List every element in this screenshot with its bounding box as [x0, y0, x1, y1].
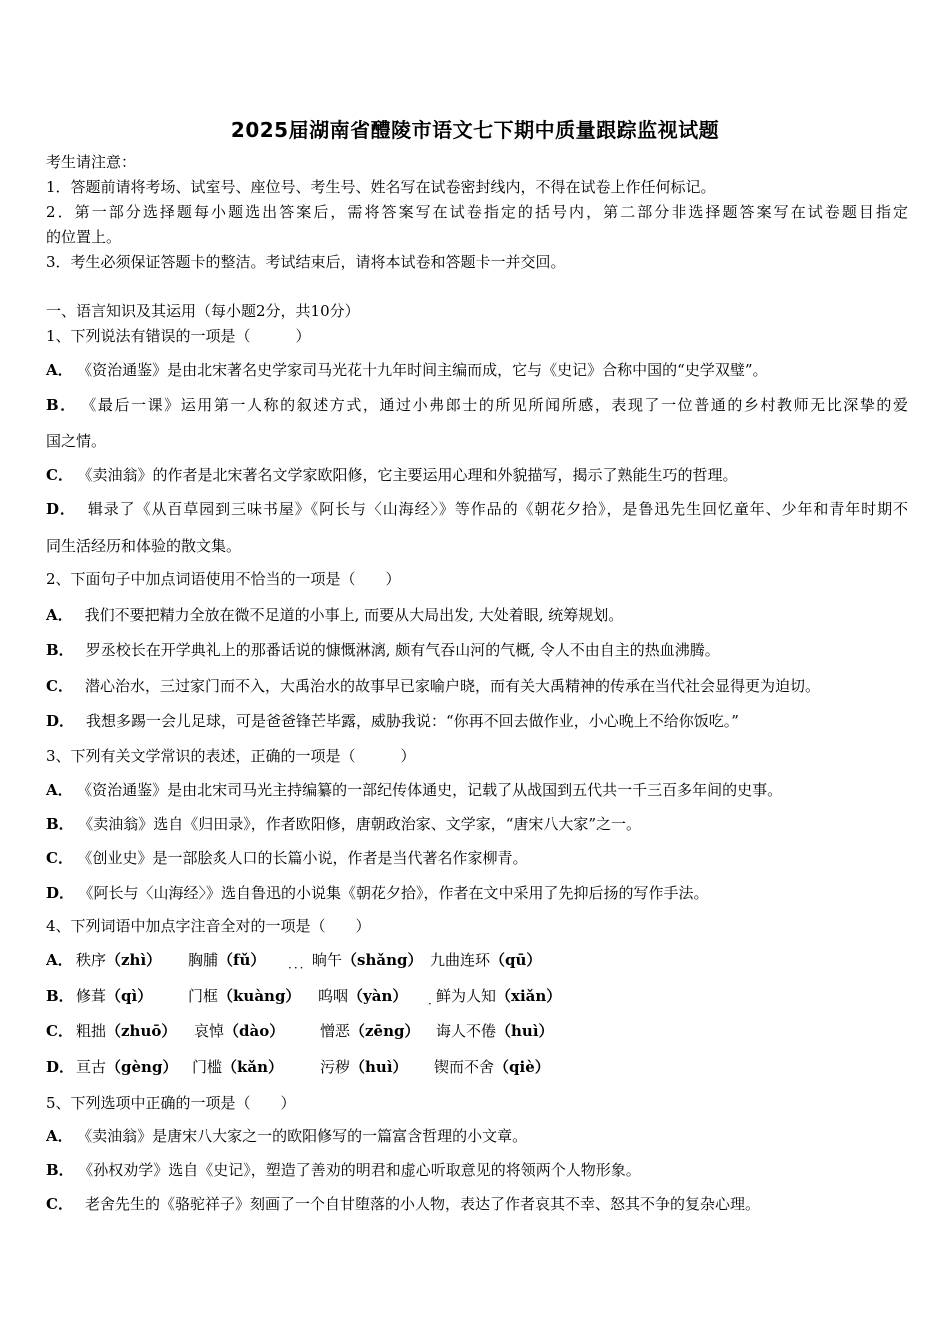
option-text: 《卖油翁》是唐宋八大家之一的欧阳修写的一篇富含哲理的小文章。 — [84, 1127, 528, 1145]
notice-item-2-cont: 的位置上。 — [46, 228, 122, 246]
question-3-option-a — [46, 781, 782, 799]
pinyin-item: 憎恶（zēng） — [320, 1022, 420, 1040]
option-key: C． — [46, 677, 73, 695]
pinyin-item: 胸脯（fǔ） — [188, 951, 266, 969]
option-text: 《资治通鉴》是由北宋司马光主持编纂的一部纪传体通史，记载了从战国到五代共一千三百多年间的史事。 — [84, 781, 783, 799]
option-key: B． — [46, 815, 74, 833]
option-text: 《卖油翁》的作者是北宋著名文学家欧阳修，它主要运用心理和外貌描写，揭示了熟能生巧的哲理。 — [84, 466, 738, 484]
question-1-option-b-cont: 国之情。 — [46, 432, 107, 450]
option-text: 老舍先生的《骆驼祥子》刻画了一个自甘堕落的小人物，表达了作者哀其不幸、怒其不争的复杂心理。 — [84, 1195, 760, 1213]
emphasis-dots: ··· — [288, 961, 306, 975]
question-2-stem: 2、下面句子中加点词语使用不恰当的一项是（ ） — [46, 570, 401, 588]
option-key: B． — [46, 1161, 74, 1179]
pinyin-item: 诲人不倦（huì） — [436, 1022, 554, 1040]
pinyin-item: 污秽（huì） — [320, 1058, 408, 1076]
option-key: C． — [46, 1195, 73, 1213]
option-text: 《创业史》是一部脍炙人口的长篇小说，作者是当代著名作家柳青。 — [84, 849, 528, 867]
pinyin-item: 亘古（gèng） — [76, 1058, 178, 1076]
pinyin-row-c-key: C． — [46, 1022, 73, 1040]
option-key: A． — [46, 781, 73, 799]
question-5-option-b — [46, 1161, 641, 1179]
pinyin-item: 九曲连环（qū） — [430, 951, 542, 969]
option-text: 潜心治水，三过家门而不入，大禹治水的故事早已家喻户晓，而有关大禹精神的传承在当代社会显得更为迫切。 — [84, 677, 820, 695]
option-text: 《最后一课》运用第一人称的叙述方式，通过小弗郎士的所见所闻所感，表现了一位普通的乡村教师无比深挚的爱 — [88, 396, 908, 414]
option-key: C． — [46, 466, 73, 484]
option-text: 《阿长与〈山海经〉》选自鲁迅的小说集《朝花夕拾》，作者在文中采用了先抑后扬的写作手法。 — [86, 884, 709, 902]
pinyin-row-d-key: D． — [46, 1058, 75, 1076]
option-key: B． — [46, 396, 77, 414]
option-key: B． — [46, 641, 74, 659]
question-3-stem: 3、下列有关文学常识的表述，正确的一项是（ ） — [46, 747, 416, 765]
question-4-stem: 4、下列词语中加点字注音全对的一项是（ ） — [46, 917, 371, 935]
question-5-stem: 5、下列选项中正确的一项是（ ） — [46, 1094, 296, 1112]
option-key: D． — [46, 884, 75, 902]
option-key: A． — [46, 606, 73, 624]
option-key: A． — [46, 1127, 73, 1145]
pinyin-item: 鲜为人知（xiǎn） — [436, 987, 562, 1005]
option-key: C． — [46, 849, 73, 867]
option-key: D． — [46, 500, 76, 518]
question-3-option-d — [46, 884, 709, 902]
pinyin-item: 晌午（shǎng） — [312, 951, 423, 969]
pinyin-item: 修葺（qì） — [76, 987, 153, 1005]
question-2-option-a — [46, 606, 623, 624]
notice-item-1: 1．答题前请将考场、试室号、座位号、考生号、姓名写在试卷密封线内，不得在试卷上作任何标记。 — [46, 178, 716, 196]
option-text: 《卖油翁》选自《归田录》，作者欧阳修，唐朝政治家、文学家，“唐宋八大家”之一。 — [85, 815, 642, 833]
option-key: A． — [46, 361, 73, 379]
question-5-option-c — [46, 1195, 760, 1213]
option-text: 《孙权劝学》选自《史记》，塑造了善劝的明君和虚心听取意见的将领两个人物形象。 — [85, 1161, 641, 1179]
section-heading: 一、语言知识及其运用（每小题2分，共10分） — [46, 302, 360, 320]
pinyin-item: 门框（kuàng） — [188, 987, 301, 1005]
option-text: 我想多踢一会儿足球，可是爸爸锋芒毕露，威胁我说：“你再不回去做作业，小心晚上不给你饭吃。” — [86, 712, 739, 730]
question-3-option-c — [46, 849, 527, 867]
pinyin-item: 锲而不舍（qiè） — [434, 1058, 550, 1076]
question-1-option-c — [46, 466, 737, 484]
question-2-option-c — [46, 677, 820, 695]
option-text: 罗丞校长在开学典礼上的那番话说的慷慨淋漓, 颇有气吞山河的气概, 令人不由自主的热血沸腾。 — [85, 641, 720, 659]
pinyin-row-a-key: A． — [46, 951, 73, 969]
pinyin-row-b-key: B． — [46, 987, 74, 1005]
pinyin-item: 呜咽（yàn） — [318, 987, 408, 1005]
question-2-option-b — [46, 641, 720, 659]
question-1-option-a — [46, 361, 767, 379]
pinyin-item: 门槛（kǎn） — [192, 1058, 284, 1076]
notice-item-3: 3．考生必须保证答题卡的整洁。考试结束后，请将本试卷和答题卡一并交回。 — [46, 253, 566, 271]
question-1-option-d-cont: 同生活经历和体验的散文集。 — [46, 537, 242, 555]
pinyin-item: 哀悼（dào） — [194, 1022, 285, 1040]
page-title: 2025届湖南省醴陵市语文七下期中质量跟踪监视试题 — [230, 118, 720, 142]
option-text: 《资治通鉴》是由北宋著名史学家司马光花十九年时间主编而成，它与《史记》合称中国的“史学双璧”。 — [84, 361, 768, 379]
question-1-option-b — [46, 396, 908, 414]
pinyin-item: 粗拙（zhuō） — [76, 1022, 177, 1040]
option-text: 我们不要把精力全放在微不足道的小事上, 而要从大局出发, 大处着眼, 统筹规划。 — [84, 606, 624, 624]
question-3-option-b — [46, 815, 641, 833]
option-key: D． — [46, 712, 75, 730]
notice-heading: 考生请注意： — [46, 153, 137, 171]
notice-item-2: 2．第一部分选择题每小题选出答案后，需将答案写在试卷指定的括号内，第二部分非选择题答案写在试卷题目指定 — [46, 203, 908, 221]
emphasis-dots: · — [428, 997, 434, 1011]
question-2-option-d — [46, 712, 739, 730]
question-5-option-a — [46, 1127, 527, 1145]
question-1-option-d — [46, 500, 908, 518]
option-text: 辑录了《从百草园到三味书屋》《阿长与〈山海经〉》等作品的《朝花夕拾》，是鲁迅先生回忆童年、少年和青年时期不 — [87, 500, 908, 518]
pinyin-item: 秩序（zhì） — [76, 951, 162, 969]
question-1-stem: 1、下列说法有错误的一项是（ ） — [46, 327, 311, 345]
